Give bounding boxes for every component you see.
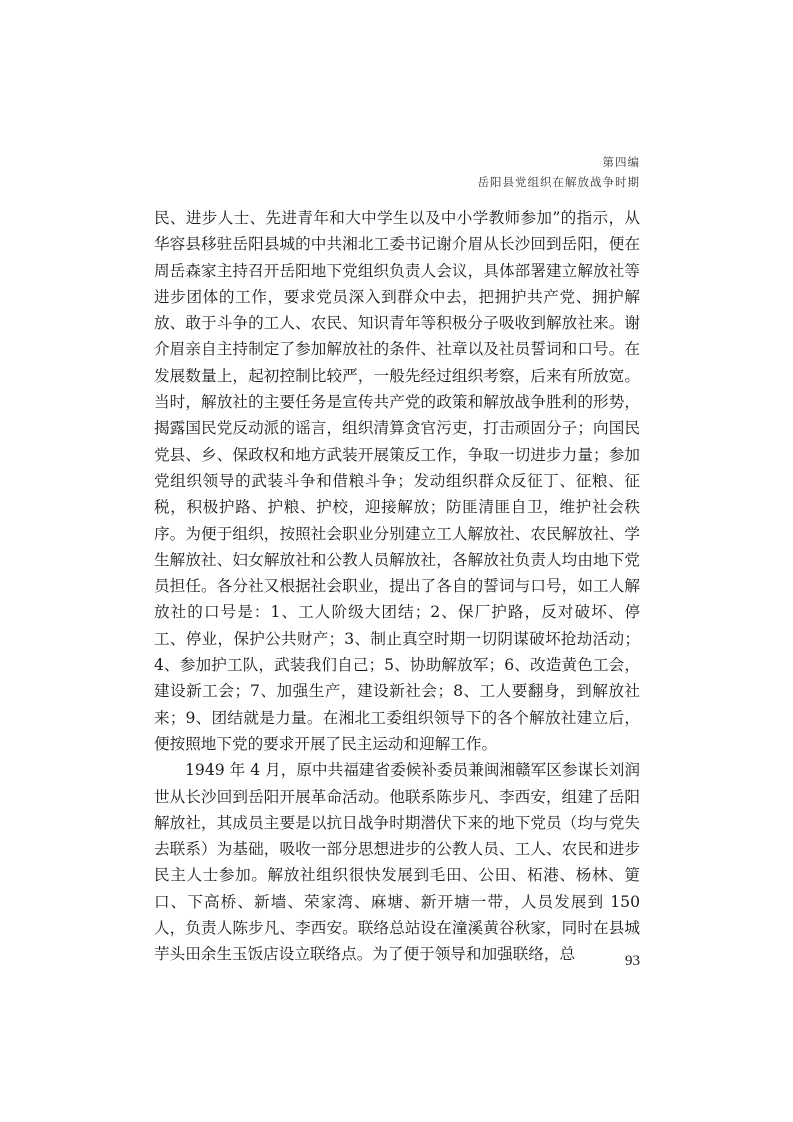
header-part-title: 第四编	[602, 155, 640, 169]
paragraph: 1949 年 4 月，原中共福建省委候补委员兼闽湘赣军区参谋长刘润世从长沙回到岳阳开展革命活动。他联系陈步凡、李西安，组建了岳阳解放社，其成员主要是以抗日战争时期潜伏下来的地下党员（均与党失去联系）为基础，吸收一部分思想进步的公教人员、工人、农民和进步民主人士参加。解放社组织很快发展到毛田、公田、柘港、杨林、筻口、下高桥、新墙、荣家湾、麻塘、新开塘一带，人员发展到 150 人，负责人陈步凡、李西安。联络总站设在潼溪黄谷秋家，同时在县城芋头田余生玉饭店设立联络点。为了便于领导和加强联络，总	[154, 761, 640, 964]
page-number: 93	[625, 953, 640, 969]
running-header	[478, 152, 641, 192]
body-text	[154, 205, 640, 968]
paragraph-continued: 民、进步人士、先进青年和大中学生以及中小学教师参加”的指示，从华容县移驻岳阳县城的中共湘北工委书记谢介眉从长沙回到岳阳，便在周岳森家主持召开岳阳地下党组织负责人会议，具体部署建立解放社等进步团体的工作，要求党员深入到群众中去，把拥护共产党、拥护解放、敢于斗争的工人、农民、知识青年等积极分子吸收到解放社来。谢介眉亲自主持制定了参加解放社的条件、社章以及社员誓词和口号。在发展数量上，起初控制比较严，一般先经过组织考察，后来有所放宽。当时，解放社的主要任务是宣传共产党的政策和解放战争胜利的形势，揭露国民党反动派的谣言，组织清算贪官污吏，打击顽固分子；向国民党县、乡、保政权和地方武装开展策反工作，争取一切进步力量；参加党组织领导的武装斗争和借粮斗争；发动组织群众反征丁、征粮、征税，积极护路、护粮、护校，迎接解放；防匪清匪自卫，维护社会秩序。为便于组织，按照社会职业分别建立工人解放社、农民解放社、学生解放社、妇女解放社和公教人员解放社，各解放社负责人均由地下党员担任。各分社又根据社会职业，提出了各自的誓词与口号，如工人解放社的口号是：1、工人阶级大团结；2、保厂护路，反对破坏、停工、停业，保护公共财产；3、制止真空时期一切阴谋破坏抢劫活动；4、参加护工队，武装我们自己；5、协助解放军；6、改造黄色工会，建设新工会；7、加强生产，建设新社会；8、工人要翻身，到解放社来；9、团结就是力量。在湘北工委组织领导下的各个解放社建立后，便按照地下党的要求开展了民主运动和迎解工作。	[154, 209, 640, 753]
header-chapter-title: 岳阳县党组织在解放战争时期	[477, 175, 640, 189]
